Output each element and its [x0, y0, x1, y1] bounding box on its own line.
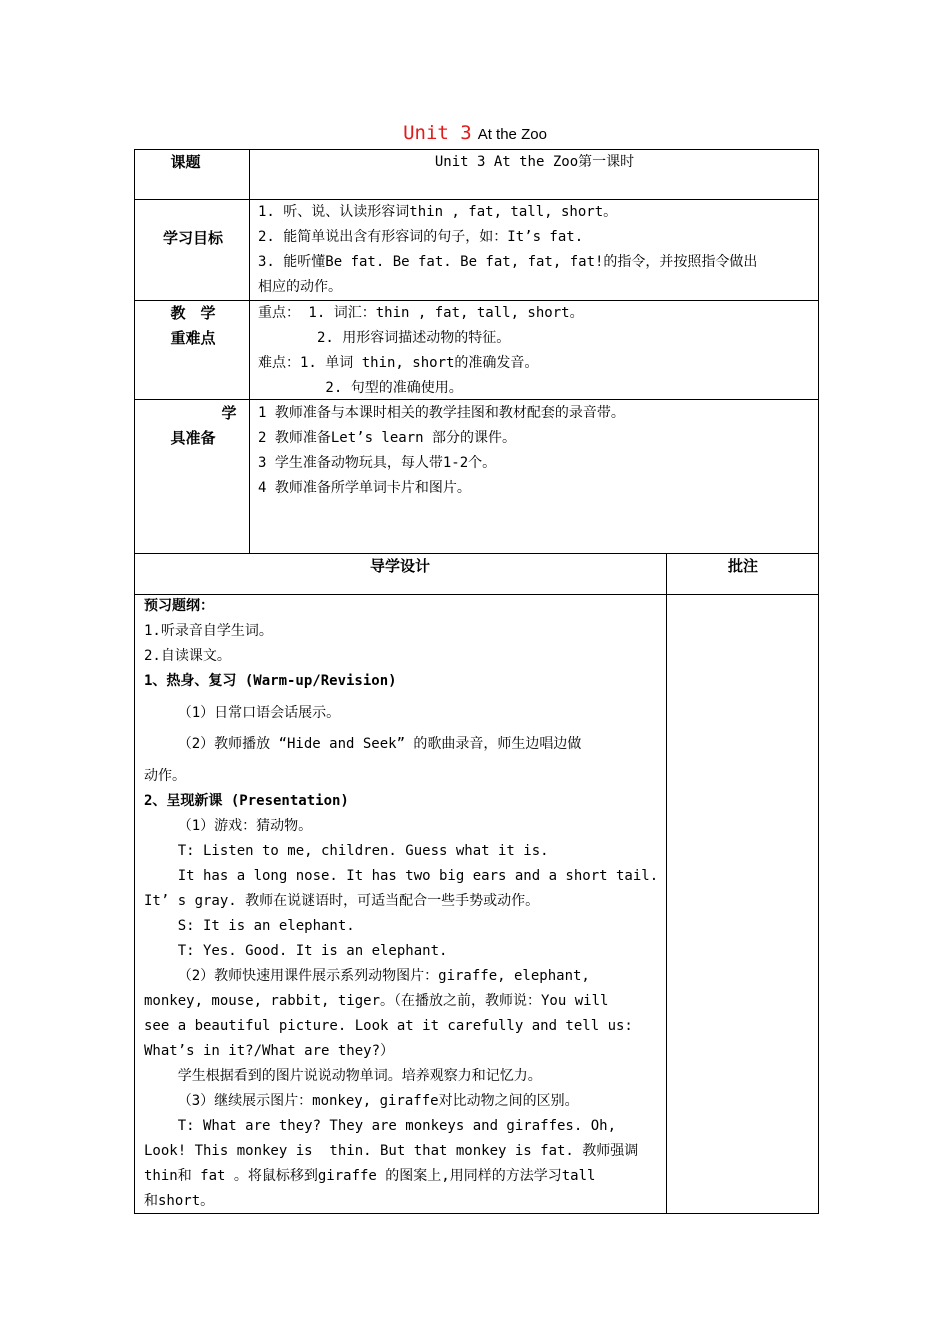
prep-line: 2 教师准备Let’s learn 部分的课件。	[258, 430, 517, 446]
design-line: T: Yes. Good. It is an elephant.	[144, 943, 448, 959]
keypoints-label-2: 重难点	[170, 329, 216, 347]
document-title	[0, 122, 950, 150]
design-line: 动作。	[144, 768, 186, 784]
prep-label-2: 具准备	[170, 429, 216, 447]
design-line: T: What are they? They are monkeys and giraffes. Oh,	[144, 1118, 617, 1134]
design-line: 学生根据看到的图片说说动物单词。培养观察力和记忆力。	[144, 1068, 542, 1084]
design-line: What’s in it?/What are they?）	[144, 1043, 395, 1059]
design-line: （3）继续展示图片：monkey, giraffe对比动物之间的区别。	[144, 1093, 579, 1109]
keypoint-line: 难点：1. 单词 thin, short的准确发音。	[258, 355, 539, 371]
table-divider	[249, 149, 250, 553]
goal-line: 相应的动作。	[258, 279, 342, 295]
design-line: It’ s gray. 教师在说谜语时，可适当配合一些手势或动作。	[144, 893, 540, 909]
title-rest: At the Zoo	[477, 126, 547, 143]
prep-line: 1 教师准备与本课时相关的教学挂图和教材配套的录音带。	[258, 405, 625, 421]
goal-line: 2. 能简单说出含有形容词的句子，如：It’s fat.	[258, 229, 584, 245]
design-line: 2、呈现新课 (Presentation)	[144, 793, 349, 809]
design-line: Look! This monkey is thin. But that monkey is fat. 教师强调	[144, 1143, 639, 1159]
design-line: （1）游戏：猜动物。	[144, 818, 313, 834]
design-line: S: It is an elephant.	[144, 918, 355, 934]
keypoints-label-1: 教 学	[170, 304, 216, 322]
table-divider	[134, 594, 819, 595]
design-line: （2）教师播放 “Hide and Seek” 的歌曲录音，师生边唱边做	[144, 736, 582, 752]
design-line: monkey, mouse, rabbit, tiger。（在播放之前，教师说：You will	[144, 993, 609, 1009]
goal-line: 1. 听、说、认读形容词thin , fat, tall, short。	[258, 204, 618, 220]
design-line: 2.自读课文。	[144, 648, 231, 664]
topic-value: Unit 3 At the Zoo第一课时	[434, 154, 635, 170]
design-line: 和short。	[144, 1193, 215, 1209]
keypoint-line: 2. 用形容词描述动物的特征。	[258, 330, 511, 346]
design-line: 1、热身、复习 (Warm-up/Revision)	[144, 673, 397, 689]
goal-line: 3. 能听懂Be fat. Be fat. Be fat, fat, fat!的指令，并按照指令做出	[258, 254, 758, 270]
design-line: T: Listen to me, children. Guess what it is.	[144, 843, 549, 859]
design-line: 1.听录音自学生词。	[144, 623, 273, 639]
table-divider	[666, 553, 667, 1214]
design-line: 预习题纲：	[144, 598, 214, 614]
keypoint-line: 2. 句型的准确使用。	[258, 380, 463, 396]
title-unit: Unit 3	[403, 122, 472, 144]
table-divider	[134, 399, 819, 400]
goals-label: 学习目标	[162, 229, 223, 247]
design-line: thin和 fat 。将鼠标移到giraffe 的图案上,用同样的方法学习tall	[144, 1168, 596, 1184]
design-line: （1）日常口语会话展示。	[144, 705, 341, 721]
design-line: （2）教师快速用课件展示系列动物图片：giraffe, elephant,	[144, 968, 590, 984]
notes-header: 批注	[727, 557, 758, 575]
prep-line: 4 教师准备所学单词卡片和图片。	[258, 480, 471, 496]
topic-label: 课题	[170, 153, 201, 171]
prep-line: 3 学生准备动物玩具，每人带1-2个。	[258, 455, 497, 471]
design-header: 导学设计	[369, 557, 430, 575]
design-line: see a beautiful picture. Look at it carefully and tell us:	[144, 1018, 633, 1034]
prep-label-1: 学	[221, 404, 237, 422]
keypoint-line: 重点： 1. 词汇：thin , fat, tall, short。	[258, 305, 584, 321]
design-line: It has a long nose. It has two big ears and a short tail.	[144, 868, 659, 884]
